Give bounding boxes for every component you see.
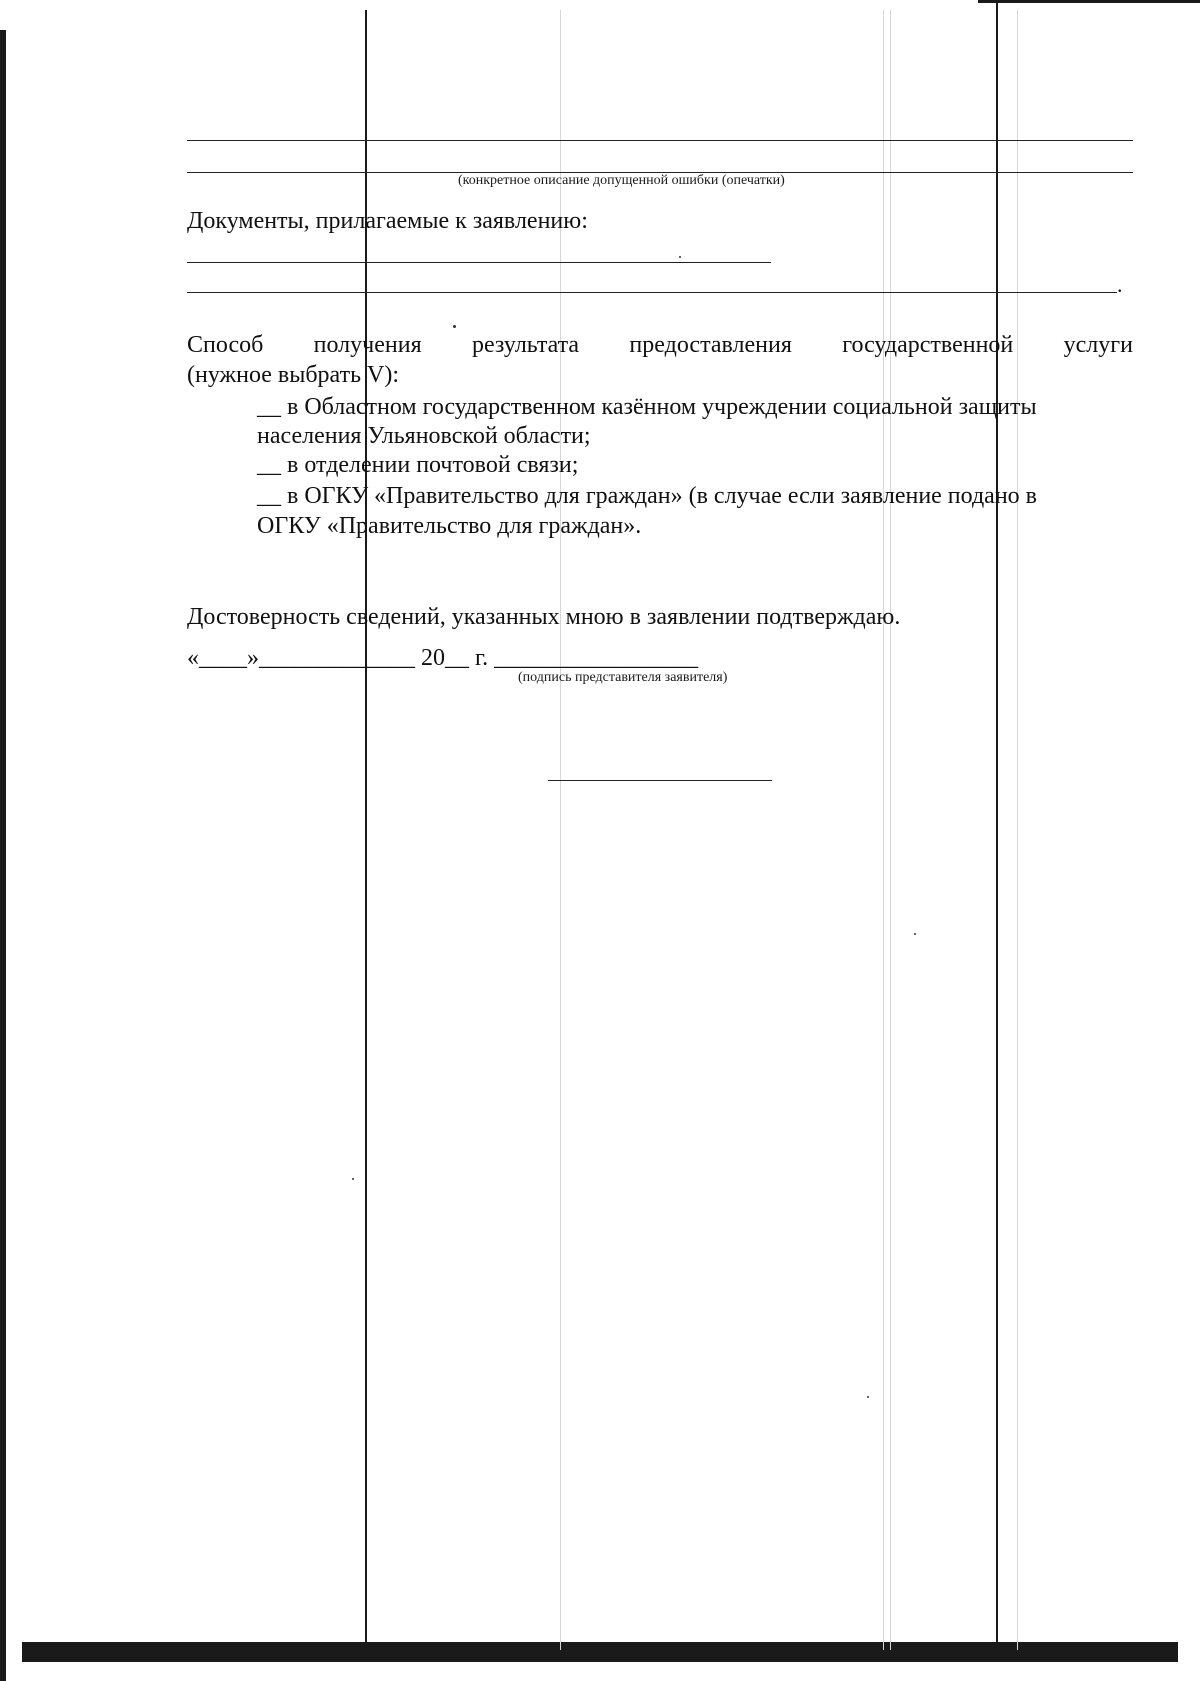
error-description-line-1 <box>187 140 1133 141</box>
scan-speck <box>453 325 456 328</box>
left-scan-border <box>0 30 6 1681</box>
closing-separator-line <box>548 780 772 781</box>
documents-line-1 <box>187 262 771 263</box>
vertical-fold-line-right-b <box>890 10 891 1650</box>
scan-speck <box>352 1178 354 1180</box>
top-right-scan-edge <box>978 0 1200 3</box>
signature-caption: (подпись представителя заявителя) <box>518 670 728 685</box>
method-word: услуги <box>1063 332 1133 358</box>
method-line-1 <box>187 330 1133 360</box>
method-word: получения <box>313 332 422 358</box>
confirmation-statement: Достоверность сведений, указанных мною в заявлении подтверждаю. <box>187 604 901 630</box>
vertical-fold-line-center <box>560 10 561 1650</box>
documents-end-mark: . <box>1117 272 1123 297</box>
method-word: предоставления <box>629 332 792 358</box>
option-3-line-2: ОГКУ «Правительство для граждан». <box>257 513 642 539</box>
method-word: государственной <box>842 332 1014 358</box>
scan-speck <box>867 1396 869 1398</box>
method-line-2: (нужное выбрать V): <box>187 362 400 388</box>
bottom-scan-border <box>22 1642 1178 1662</box>
date-signature-line: «____»_____________ 20__ г. _________________ <box>187 645 699 671</box>
option-3-line-1: __ в ОГКУ «Правительство для граждан» (в случае если заявление подано в <box>257 483 1037 509</box>
error-description-caption: (конкретное описание допущенной ошибки (опечатки) <box>458 173 785 188</box>
scan-speck <box>679 256 681 258</box>
option-2-line-1: __ в отделении почтовой связи; <box>257 452 579 478</box>
scan-speck <box>914 933 916 935</box>
vertical-fold-line-right-a <box>883 10 884 1650</box>
option-1-line-2: населения Ульяновской области; <box>257 423 591 449</box>
vertical-fold-line-left <box>365 10 367 1650</box>
documents-line-2 <box>187 292 1117 293</box>
method-word: Способ <box>187 332 264 358</box>
vertical-fold-line-right <box>996 3 998 1645</box>
vertical-fold-line-far-right <box>1017 10 1018 1650</box>
documents-heading: Документы, прилагаемые к заявлению: <box>187 208 588 234</box>
option-1-line-1: __ в Областном государственном казённом учреждении социальной защиты <box>257 394 1037 420</box>
method-word: результата <box>471 332 580 358</box>
